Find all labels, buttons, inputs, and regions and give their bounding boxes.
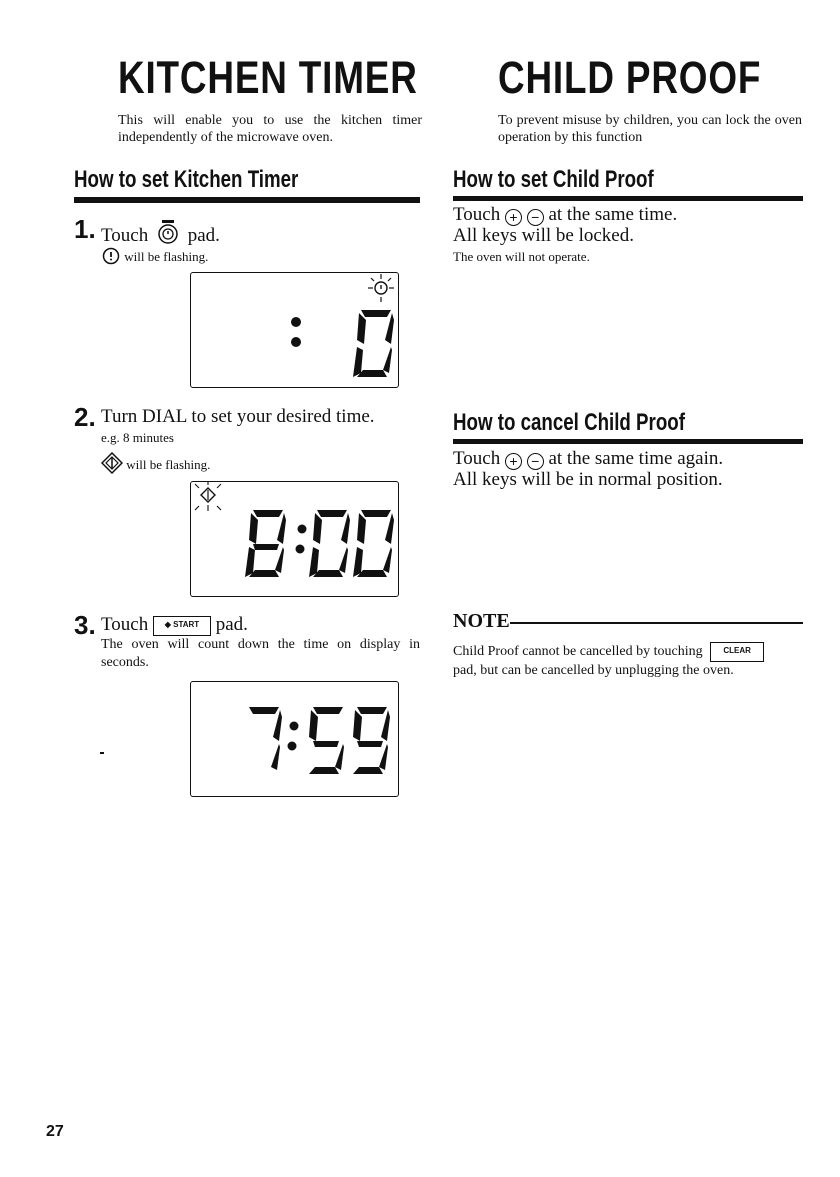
plus-icon: + xyxy=(505,209,522,226)
cancel-touch: Touch xyxy=(453,448,501,469)
display-step-3 xyxy=(190,681,399,797)
note-heading: NOTE xyxy=(453,610,510,632)
start-key-label: START xyxy=(173,619,200,629)
display-digits xyxy=(191,482,397,595)
heading-rule xyxy=(74,197,420,203)
child-proof-title: CHILD PROOF xyxy=(498,52,762,103)
page-number: 27 xyxy=(46,1123,64,1140)
start-key: ◆ START xyxy=(153,616,211,636)
step-3-note: The oven will count down the time on display in seconds. xyxy=(101,637,420,670)
display-step-2 xyxy=(190,481,399,597)
step-1-text xyxy=(101,220,220,247)
heading-rule xyxy=(453,439,803,444)
set-child-proof-heading: How to set Child Proof xyxy=(453,166,654,193)
set-child-proof-line-1 xyxy=(453,204,677,226)
kitchen-timer-intro: This will enable you to use the kitchen timer independently of the microwave oven. xyxy=(118,113,422,145)
stray-mark xyxy=(100,752,104,754)
cancel-same-time: at the same time again. xyxy=(548,448,724,469)
step-1-number: 1. xyxy=(74,214,96,244)
step-2-note xyxy=(101,452,210,478)
set-child-proof-line-2: All keys will be locked. xyxy=(453,225,634,246)
step-3-touch: Touch xyxy=(101,614,149,635)
minus-icon: − xyxy=(527,209,544,226)
display-digits xyxy=(191,682,397,795)
step-3-number: 3. xyxy=(74,610,96,640)
step-1-pad: pad. xyxy=(187,225,220,246)
note-text-line-2: pad, but can be cancelled by unplugging the oven. xyxy=(453,663,734,678)
note-text-line-1 xyxy=(453,642,764,662)
step-3-pad: pad. xyxy=(215,614,248,635)
set-child-proof-line-3: The oven will not operate. xyxy=(453,249,590,264)
clear-key-label: CLEAR xyxy=(723,646,751,655)
cancel-child-proof-heading: How to cancel Child Proof xyxy=(453,409,685,436)
timer-icon xyxy=(153,220,183,244)
step-2-note-text: will be flashing. xyxy=(126,457,211,472)
step-2-text: Turn DIAL to set your desired time. xyxy=(101,406,375,427)
dial-icon xyxy=(101,452,123,478)
step-2-example: e.g. 8 minutes xyxy=(101,430,174,445)
set-kitchen-timer-heading: How to set Kitchen Timer xyxy=(74,166,299,193)
heading-rule xyxy=(453,196,803,201)
kitchen-timer-title: KITCHEN TIMER xyxy=(118,52,418,103)
display-step-1 xyxy=(190,272,399,388)
step-1-note xyxy=(101,247,208,269)
set-same-time: at the same time. xyxy=(548,204,678,225)
minus-icon: − xyxy=(527,453,544,470)
step-1-note-text: will be flashing. xyxy=(124,249,209,264)
plus-icon: + xyxy=(505,453,522,470)
child-proof-intro: To prevent misuse by children, you can lock the oven operation by this function xyxy=(498,113,802,145)
cancel-child-proof-line-1 xyxy=(453,448,723,470)
clock-icon xyxy=(101,247,121,269)
note-rule xyxy=(510,622,803,624)
step-3-text xyxy=(101,614,248,636)
set-touch: Touch xyxy=(453,204,501,225)
note-text-1: Child Proof cannot be cancelled by touching xyxy=(453,644,703,660)
step-1-touch: Touch xyxy=(101,225,149,246)
display-digits xyxy=(191,273,397,386)
step-2-number: 2. xyxy=(74,402,96,432)
clear-key xyxy=(710,642,764,662)
cancel-child-proof-line-2: All keys will be in normal position. xyxy=(453,469,723,490)
